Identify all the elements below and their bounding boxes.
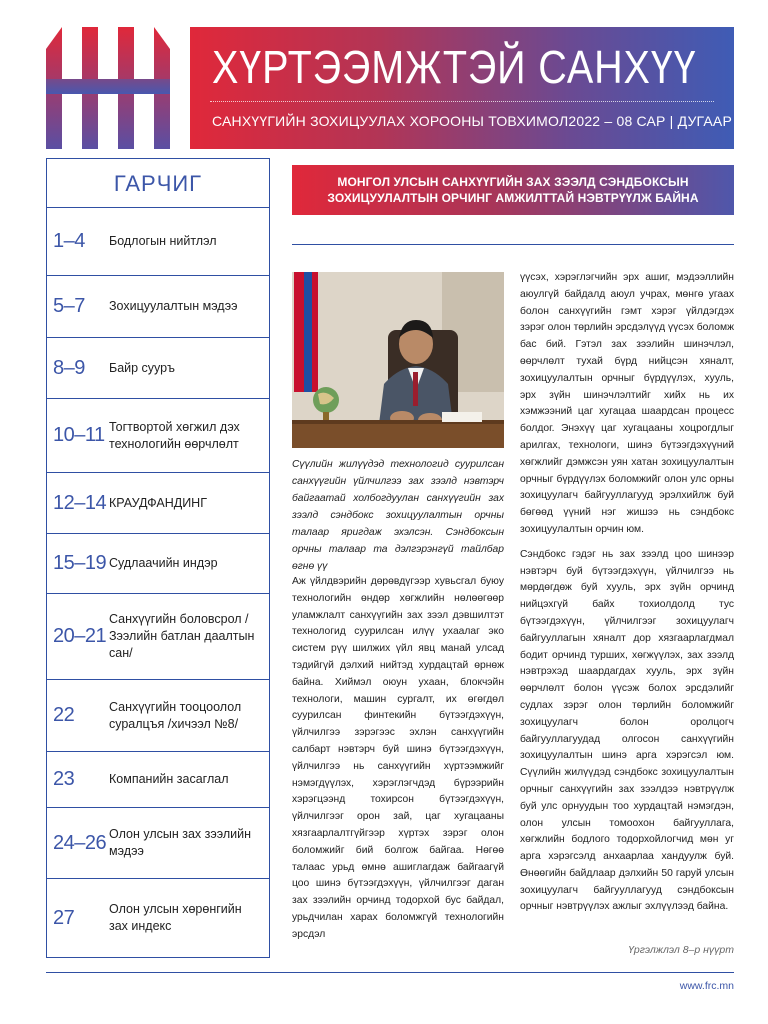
toc-row[interactable] [47,594,269,680]
publication-title: ХҮРТЭЭМЖТЭЙ САНХҮҮ [212,41,697,93]
toc-pages: 24–26 [53,831,107,854]
toc-item-title: Санхүүгийн боловсрол /Зээлийн батлан даалтын сан/ [109,612,255,660]
toc-row[interactable] [47,680,269,752]
toc-pages: 27 [53,906,75,929]
article-column-2 [520,270,734,924]
toc-pages: 10–11 [53,424,105,446]
frc-logo [46,27,170,149]
portrait-photo [292,272,504,448]
toc-row[interactable] [47,879,269,957]
article-divider [292,244,734,245]
toc-item-title: Компанийн засаглал [109,772,229,786]
toc-row[interactable] [47,473,269,534]
toc-item-title: Судлаачийн индэр [109,556,218,570]
headline-line-2: ЗОХИЦУУЛАЛТЫН ОРЧИНГ АМЖИЛТТАЙ НЭВТРҮҮЛЖ БАЙНА [327,191,699,205]
toc-item-title: Зохицуулалтын мэдээ [109,299,238,313]
toc-row[interactable] [47,752,269,808]
article-paragraph: Аж үйлдвэрийн дөрөвдүгээр хувьсгал буюу технологийн өндөр хөгжлийн нөлөөгөөр уламжлалт санхүүгийн зах зээл дэвшилтэт технологид суурилсан илүү ухаалаг эко систем рүү шилжих үйл явц манай улсад тэдийгүй дэлхий нийтэд хурдацтай өрнөж байна. Хиймэл оюун ухаан, блокчэйн технологи, машин сургалт, их өгөгдөл суурилсан финтекийн бүтээгдэхүүн, үйлчилгээ зэрэгээс эхлэн санхүүгийн салбарт нэвтэрч буй шинэ бүтээгдэхүүн, үйлчилгээ нь санхүүгийн хүртээмжийг нэмэгдүүлэх, хэрэглэгчдэд бүрээрийн хэрэгцээнд тохирсон бүтээгдэхүүн, үйлчилгээг орон зай, цаг хугацааны хязгаарлалтгүйгээр хүртэх зэрэг олон боломжийг бий болгож байгаа. Нөгөө талаас урьд өмнө ашиглагдаж байгаагүй цоо шинэ бүтээгдэхүүн, үйлчилгээг даган зах зээлийн орчинд тодорхой бус байдал, урьдчилан харах боломжгүй технологийн эрсдэл [292,576,504,940]
continued-note: Үргэлжлэл 8–р нүүрт [628,944,734,956]
toc-item-title: КРАУДФАНДИНГ [109,495,207,510]
masthead-banner [190,27,753,149]
toc-title: ГАРЧИГ [47,159,269,208]
toc-item-title: Байр сууръ [109,360,175,375]
article-column-1 [292,574,504,952]
toc-pages: 1–4 [53,230,85,252]
website-link[interactable]: www.frc.mn [679,980,734,992]
article-headline [292,165,734,215]
toc-row[interactable] [47,276,269,338]
interview-question: Сүүлийн жилүүдэд технологид суурилсан санхүүгийн үйлчилгээ зах зээлд нэвтэрч байгаатай холбогдуулан санхүүгийн зах зээлд сэндбокс зохицуулалтын орчны талаар яригдаж эхэлсэн. Сэндбоксын орчны талаар та дэлгэрэнгүй тайлбар өгнө үү [292,459,504,572]
toc-pages: 5–7 [53,295,85,317]
toc-item-title: Бодлогын нийтлэл [109,234,217,248]
toc-row[interactable] [47,808,269,879]
toc-item-title: Санхүүгийн тооцоолол суралцъя /хичээл №8/ [109,699,242,731]
toc-row[interactable] [47,534,269,594]
toc-pages: 8–9 [53,356,85,379]
footer-divider [46,972,734,973]
toc-item-title: Олон улсын зах зээлийн мэдээ [109,827,252,858]
toc-pages: 20–21 [53,625,107,647]
table-of-contents [46,158,270,958]
toc-row[interactable] [47,338,269,399]
toc-row[interactable] [47,399,269,473]
toc-item-title: Олон улсын хөрөнгийн зах индекс [109,902,242,933]
publication-subtitle: САНХҮҮГИЙН ЗОХИЦУУЛАХ ХОРООНЫ ТОВХИМОЛ [212,113,569,129]
toc-row[interactable] [47,208,269,276]
toc-pages: 12–14 [53,491,107,514]
headline-line-1: МОНГОЛ УЛСЫН САНХҮҮГИЙН ЗАХ ЗЭЭЛД СЭНДБОКСЫН [337,175,689,189]
toc-pages: 15–19 [53,552,107,574]
article-paragraph: үүсэх, хэрэглэгчийн эрх ашиг, мэдээллийн аюулгүй байдалд аюул учрах, мөнгө угаах болон санхүүгийн гэмт хэрэг үйлдэгдэх зэрэг олон төрлийн эрсдэлүүд үүсэх боломж бас бий. Гэтэл зах зээлийн шинэчлэл, өөрчлөлт тухай бүрд нийцсэн хяналт, зохицуулалтын орчныг бүрдүүлэх, хууль, эрх зүйн шинэчлэлтийг хийх нь их хэмжээний цаг хугацаа шаардсан процесс болдог. Энэхүү цаг хугацааны хоцрогдлыг арилгах, технологи, шинэ бүтээгдэхүүний хөгжлийг дэмжсэн уян хатан зохицуулалтын орчныг бүрдүүлэх боломжийг олон улс орны зохицуулагч байгууллагууд эрэлхийлж буй бөгөөд үүний нэг жишээ нь сэндбокс зохицуулалтын орчин юм. [520,272,734,535]
toc-item-title: Тогтвортой хөгжил дэх технологийн өөрчлөлт [109,419,240,451]
article-paragraph: Сэндбокс гэдэг нь зах зээлд цоо шинээр нэвтэрч буй бүтээгдэхүүн, үйлчилгээ нь мөрдөгдөж буй хууль, эрх зүйн орчинд нийцэхгүй байх тохиолдолд тус бүтээгдэхүүн, үйлчилгээг зохицуулагч байгууллагын хяналт дор хязгаарлагдмал бодит орчинд турших, хөгжүүлэх, зах зээлд нэвтрэхэд шаардагдах хууль, эрх зүйн өөрчлөлт болон үүсэж болох эрсдэлийг судлах зэрэг олон төрлийн боломжийг зохицуулагч болон оролцогч байгууллагуудад олгосон санхүүгийн зохицуулалтын шинэ арга хэрэгсэл юм. Сүүлийн жилүүдэд сэндбокс зохицуулалтын орчныг санхүүгийн зах зээлдээ нэвтрүүлж буй улс орнуудын тоо хурдацтай нэмэгдэн, олон улсын томоохон байгууллага, хөгжлийн бодлого тодорхойлогчид мөн уг арга хэрэгсэлд анхаарлаа хандуулж буй. Өнөөгийн байдлаар дэлхийн 50 гаруй улсын зохицуулагч байгууллагууд сэндбоксын орчныг нэвтрүүлэх ажлыг эхлүүлээд байна. [520,548,734,913]
toc-pages: 22 [53,704,75,726]
issue-info: 2022 – 08 САР | ДУГААР 45 [568,113,753,129]
toc-pages: 23 [53,768,75,790]
banner-divider [210,101,714,102]
